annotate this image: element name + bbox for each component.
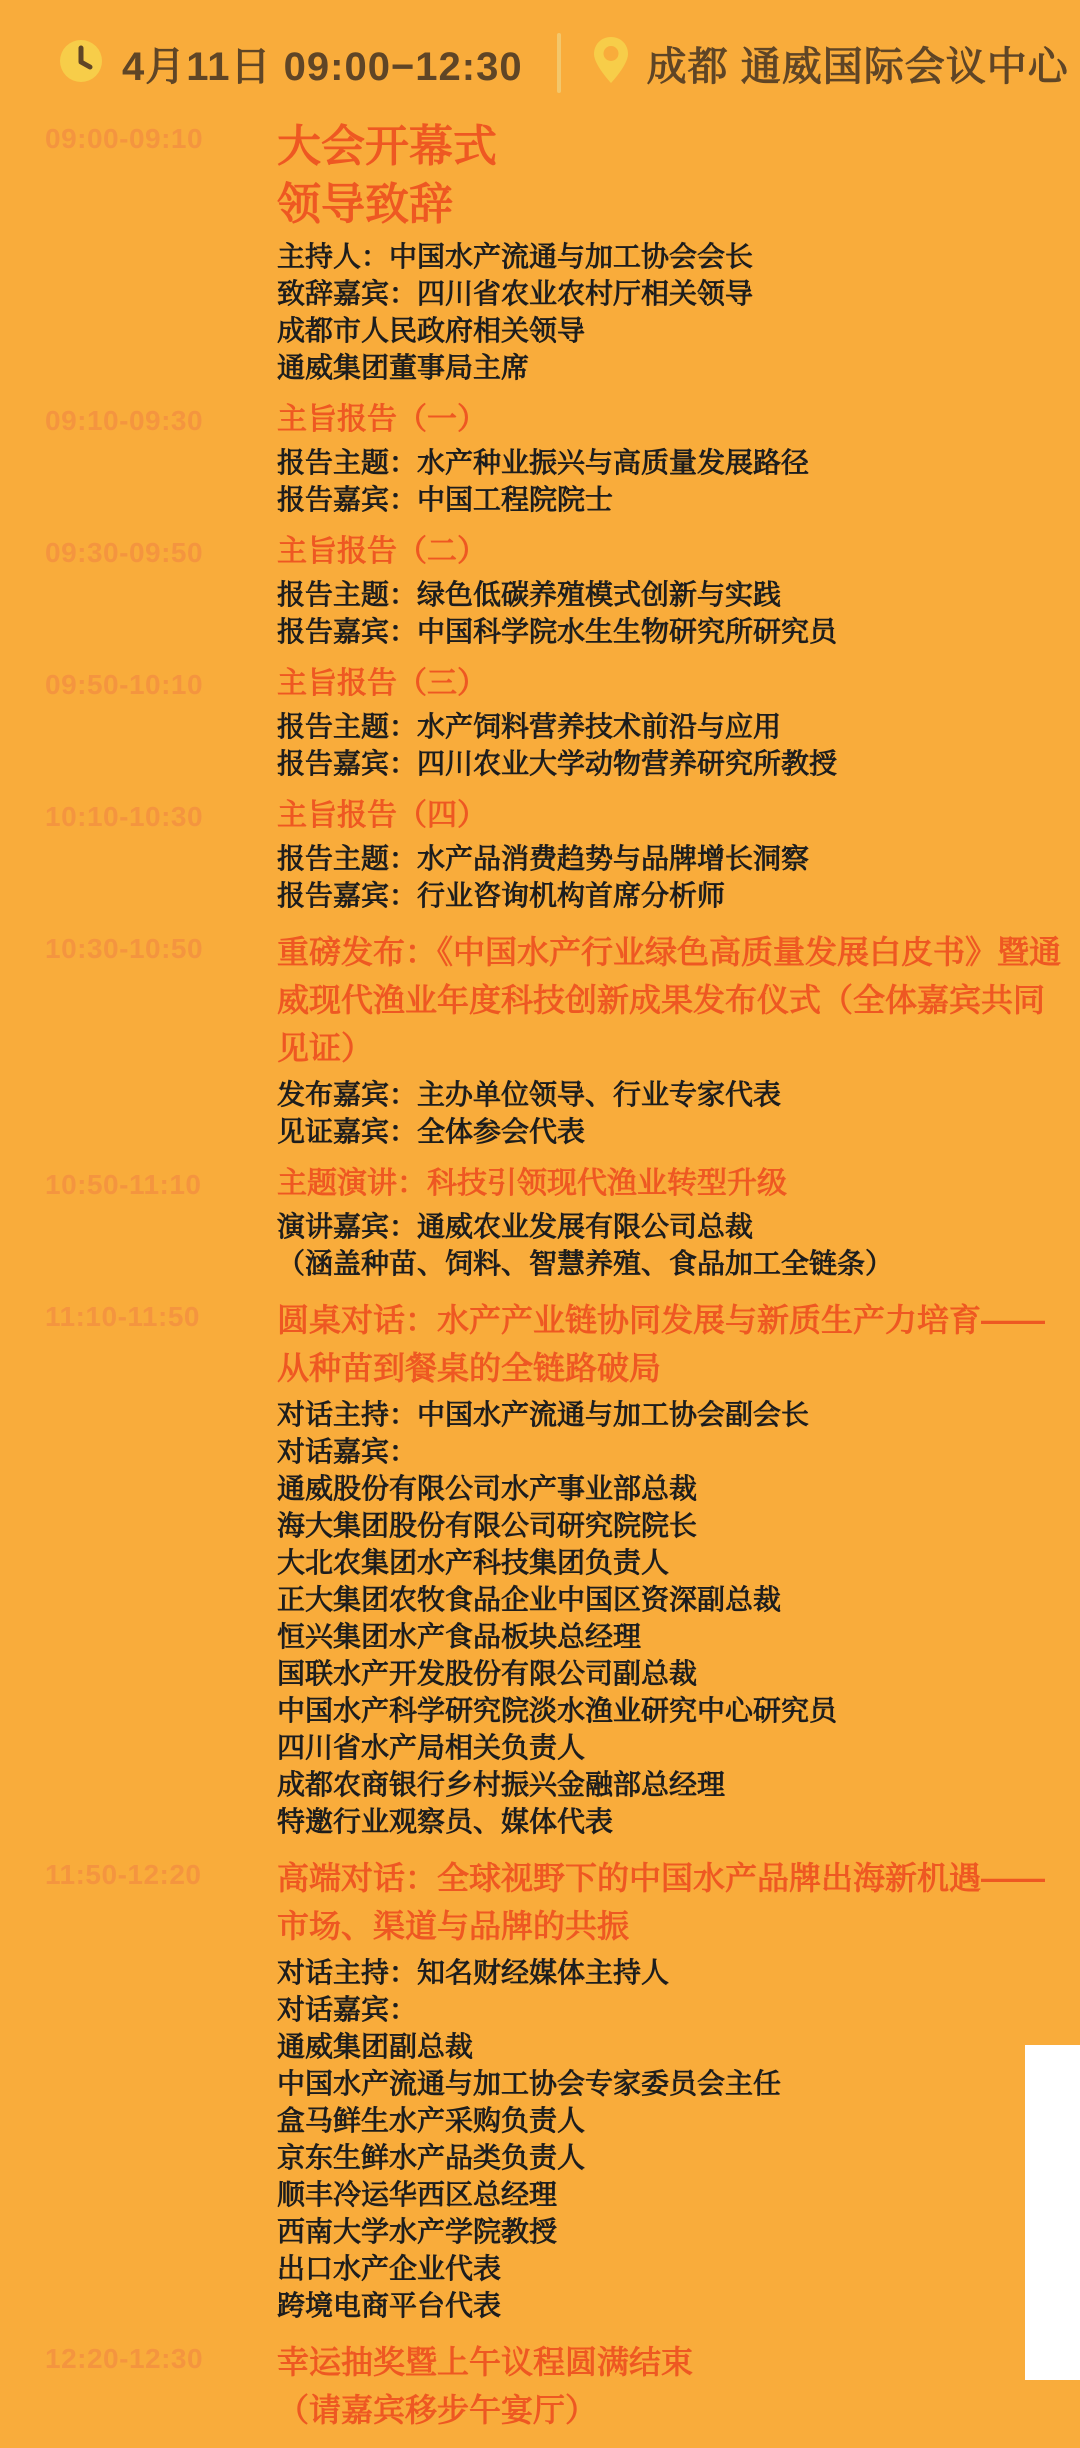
session-title: （请嘉宾移步午宴厅） [277,2392,598,2428]
row-content [277,400,1080,518]
session-title: 主旨报告（二） [277,535,487,568]
row-time: 09:10-09:30 [45,405,204,436]
row-content [277,1164,1080,1282]
session-detail-line: 报告主题：绿色低碳养殖模式创新与实践 [277,579,782,610]
event-venue: 成都 通威国际会议中心 [646,44,1069,89]
session-detail-line: 盒马鲜生水产采购负责人 [277,2105,586,2136]
row-content [277,1296,1080,1840]
session-title: 幸运抽奖暨上午议程圆满结束 [277,2344,694,2380]
session-detail-line: 跨境电商平台代表 [277,2290,502,2321]
session-detail-line: 见证嘉宾：全体参会代表 [277,1116,586,1147]
session-detail-line: 成都市人民政府相关领导 [277,315,586,346]
session-title: 大会开幕式 [277,122,497,171]
row-time: 12:20-12:30 [45,2343,204,2374]
event-date-time: 4月11日 09:00−12:30 [122,44,523,89]
session-detail-line: 四川省水产局相关负责人 [277,1732,586,1763]
session-detail-line: 报告主题：水产种业振兴与高质量发展路径 [277,447,810,478]
agenda-row [45,664,1080,782]
row-time: 09:30-09:50 [45,537,204,568]
session-detail-line: 通威股份有限公司水产事业部总裁 [277,1473,698,1504]
session-title: 主题演讲：科技引领现代渔业转型升级 [277,1167,787,1200]
row-content [277,118,1080,386]
session-detail-line: 成都农商银行乡村振兴金融部总经理 [277,1769,726,1800]
session-detail-line: （涵盖种苗、饲料、智慧养殖、食品加工全链条） [277,1248,894,1279]
session-detail-line: 报告嘉宾：四川农业大学动物营养研究所教授 [277,748,838,779]
session-detail-line: 正大集团农牧食品企业中国区资深副总裁 [277,1584,782,1615]
session-detail-line: 中国水产科学研究院淡水渔业研究中心研究员 [277,1695,838,1726]
row-time: 10:30-10:50 [45,933,204,964]
row-time: 10:10-10:30 [45,801,204,832]
location-pin-icon [591,35,631,92]
agenda-row [45,118,1080,386]
session-detail-line: 对话主持：知名财经媒体主持人 [277,1957,670,1988]
session-detail-line: 致辞嘉宾：四川省农业农村厅相关领导 [277,278,754,309]
row-content [277,532,1080,650]
event-header [58,30,1069,96]
session-title: 领导致辞 [277,180,453,229]
row-content [277,796,1080,914]
agenda-list [45,118,1080,2448]
session-title: 高端对话：全球视野下的中国水产品牌出海新机遇——市场、渠道与品牌的共振 [277,1860,1046,1944]
session-detail-line: 海大集团股份有限公司研究院院长 [277,1510,698,1541]
session-detail-line: 对话嘉宾： [277,1994,418,2025]
row-time: 11:50-12:20 [45,1859,202,1890]
session-detail-line: 演讲嘉宾：通威农业发展有限公司总裁 [277,1211,754,1242]
session-detail-line: 西南大学水产学院教授 [277,2216,558,2247]
session-detail-line: 顺丰冷运华西区总经理 [277,2179,558,2210]
row-time: 11:10-11:50 [45,1301,200,1332]
agenda-row [45,1296,1080,1840]
session-detail-line: 对话主持：中国水产流通与加工协会副会长 [277,1399,810,1430]
session-title: 圆桌对话：水产产业链协同发展与新质生产力培育——从种苗到餐桌的全链路破局 [277,1302,1046,1386]
session-detail-line: 报告主题：水产品消费趋势与品牌增长洞察 [277,843,810,874]
session-detail-line: 京东生鲜水产品类负责人 [277,2142,586,2173]
row-time: 09:00-09:10 [45,123,204,154]
row-content [277,664,1080,782]
session-detail-line: 报告主题：水产饲料营养技术前沿与应用 [277,711,782,742]
row-content [277,928,1080,1150]
row-time: 09:50-10:10 [45,669,204,700]
clock-icon [58,38,104,89]
session-title: 主旨报告（四） [277,799,487,832]
session-detail-line: 出口水产企业代表 [277,2253,502,2284]
session-detail-line: 大北农集团水产科技集团负责人 [277,1547,670,1578]
agenda-row [45,2338,1080,2434]
session-detail-line: 报告嘉宾：中国科学院水生生物研究所研究员 [277,616,838,647]
row-content [277,1854,1080,2324]
agenda-row [45,1164,1080,1282]
header-divider [557,33,561,93]
session-detail-line: 报告嘉宾：中国工程院院士 [277,484,614,515]
agenda-row [45,532,1080,650]
session-detail-line: 中国水产流通与加工协会专家委员会主任 [277,2068,782,2099]
session-detail-line: 通威集团副总裁 [277,2031,474,2062]
agenda-row [45,796,1080,914]
session-title: 主旨报告（三） [277,667,487,700]
session-detail-line: 恒兴集团水产食品板块总经理 [277,1621,642,1652]
agenda-row [45,1854,1080,2324]
session-title: 主旨报告（一） [277,403,487,436]
agenda-row [45,928,1080,1150]
session-detail-line: 对话嘉宾： [277,1436,418,1467]
image-edge-white-patch [1025,2045,1080,2380]
row-content [277,2338,1080,2434]
session-detail-line: 报告嘉宾：行业咨询机构首席分析师 [277,880,726,911]
session-title: 重磅发布：《中国水产行业绿色高质量发展白皮书》暨通威现代渔业年度科技创新成果发布仪式（全体嘉宾共同见证） [277,934,1062,1066]
session-detail-line: 发布嘉宾：主办单位领导、行业专家代表 [277,1079,782,1110]
session-detail-line: 主持人：中国水产流通与加工协会会长 [277,241,754,272]
agenda-row [45,400,1080,518]
row-time: 10:50-11:10 [45,1169,202,1200]
session-detail-line: 通威集团董事局主席 [277,352,530,383]
session-detail-line: 国联水产开发股份有限公司副总裁 [277,1658,698,1689]
session-detail-line: 特邀行业观察员、媒体代表 [277,1806,614,1837]
